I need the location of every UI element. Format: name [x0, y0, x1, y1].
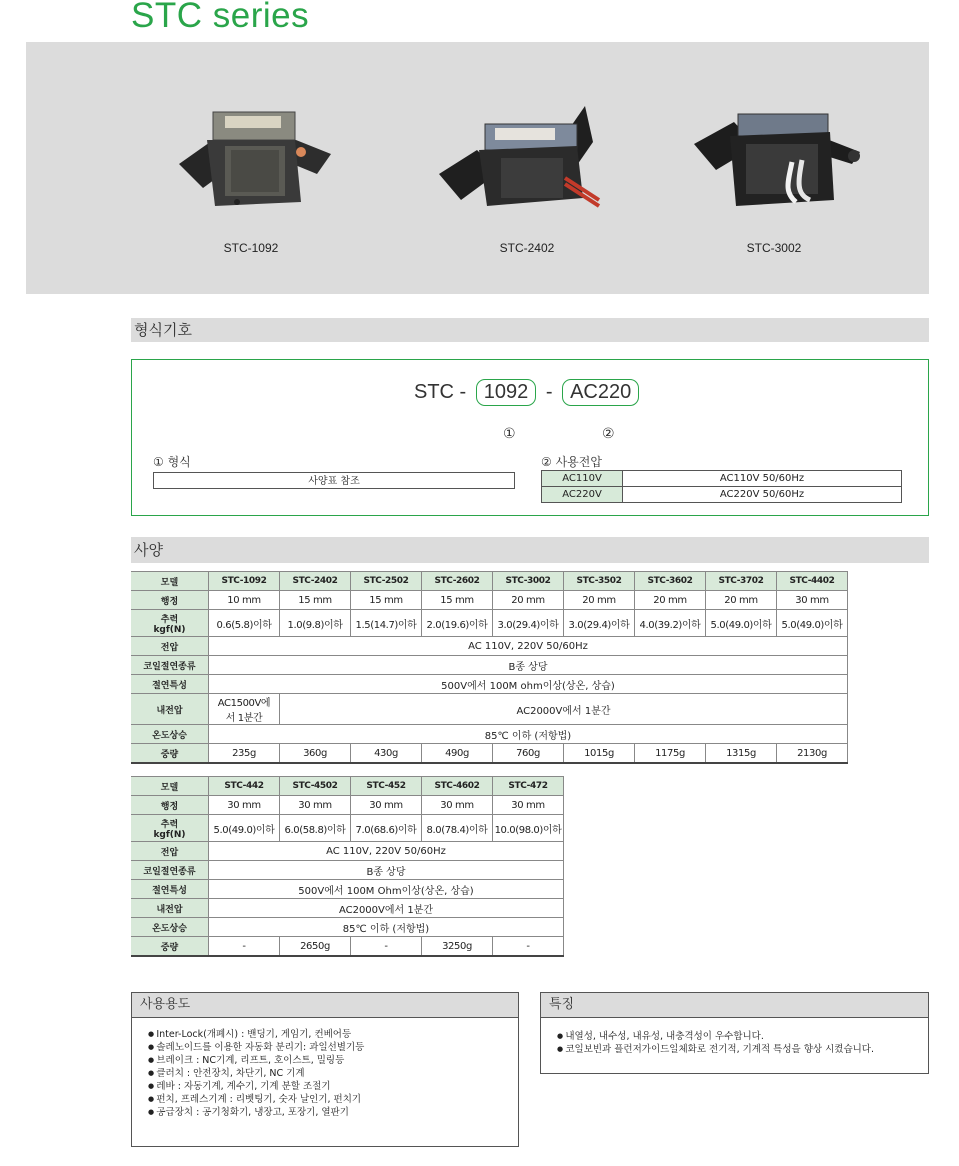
row-header-force: 추력 kgf(N): [131, 815, 209, 842]
insulation-cell: 500V에서 100M Ohm이상(상온, 상습): [209, 880, 564, 899]
row-header-temperature: 온도상승: [131, 918, 209, 937]
model-cell: STC-2602: [422, 572, 493, 591]
code-dash: -: [545, 381, 553, 403]
code-part-type: 1092: [476, 379, 537, 406]
model-cell: STC-2402: [280, 572, 351, 591]
stroke-cell: 30 mm: [422, 796, 493, 815]
voltage-code: AC110V: [542, 471, 623, 487]
usage-item: ● 클러치 : 안전장치, 차단기, NC 기계: [148, 1067, 518, 1080]
row-header-model: 모델: [131, 777, 209, 796]
spec-row: [131, 861, 564, 880]
coil-cell: B종 상당: [209, 656, 848, 675]
weight-cell: 2130g: [777, 744, 848, 764]
model-cell: STC-3602: [635, 572, 706, 591]
row-header-temperature: 온도상승: [131, 725, 209, 744]
stroke-cell: 30 mm: [280, 796, 351, 815]
spec-row: [131, 842, 564, 861]
features-box: [540, 992, 929, 1074]
spec-row: [131, 610, 848, 637]
stroke-cell: 20 mm: [706, 591, 777, 610]
solenoid-image: [664, 102, 884, 212]
voltage-label: ② 사용전압: [541, 455, 602, 469]
features-item: ● 코일보빈과 플런저가이드일체화로 전기적, 기계적 특성을 향상 시켰습니다.: [557, 1043, 928, 1056]
row-header-stroke: 행정: [131, 796, 209, 815]
page-title: STC series: [131, 0, 310, 35]
row-header-voltage: 전압: [131, 842, 209, 861]
spec-row: [131, 572, 848, 591]
usage-item: ● Inter-Lock(개폐시) : 밴딩기, 게임기, 컨베어등: [148, 1028, 518, 1041]
usage-box: [131, 992, 519, 1147]
withstand-cell: AC2000V에서 1분간: [209, 899, 564, 918]
usage-item: ● 레바 : 자동기계, 계수기, 기계 분할 조절기: [148, 1080, 518, 1093]
weight-cell: 760g: [493, 744, 564, 764]
row-header-coil: 코일절연종류: [131, 861, 209, 880]
spec-row: [131, 796, 564, 815]
spec-table-1: [131, 571, 848, 764]
force-cell: 5.0(49.0)이하: [706, 610, 777, 637]
model-cell: STC-442: [209, 777, 280, 796]
force-cell: 5.0(49.0)이하: [777, 610, 848, 637]
voltage-code: AC220V: [542, 487, 623, 503]
solenoid-image: [417, 102, 637, 212]
spec-row: [131, 899, 564, 918]
features-item: ● 내열성, 내수성, 내유성, 내충격성이 우수합니다.: [557, 1030, 928, 1043]
spec-row: [131, 744, 848, 764]
stroke-cell: 20 mm: [564, 591, 635, 610]
weight-cell: 490g: [422, 744, 493, 764]
spec-row: [131, 675, 848, 694]
force-cell: 8.0(78.4)이하: [422, 815, 493, 842]
stroke-cell: 30 mm: [209, 796, 280, 815]
stroke-cell: 15 mm: [351, 591, 422, 610]
row-header-voltage: 전압: [131, 637, 209, 656]
model-cell: STC-2502: [351, 572, 422, 591]
stroke-cell: 15 mm: [280, 591, 351, 610]
stroke-cell: 20 mm: [635, 591, 706, 610]
type-label: ① 형식: [153, 455, 191, 469]
model-code-box: [131, 359, 929, 516]
row-header-insulation: 절연특성: [131, 880, 209, 899]
stroke-cell: 10 mm: [209, 591, 280, 610]
model-cell: STC-452: [351, 777, 422, 796]
force-cell: 2.0(19.6)이하: [422, 610, 493, 637]
code-number-2: ②: [602, 426, 615, 442]
row-header-stroke: 행정: [131, 591, 209, 610]
spec-row: [131, 777, 564, 796]
model-cell: STC-1092: [209, 572, 280, 591]
product-name: STC-1092: [223, 241, 279, 255]
stroke-cell: 15 mm: [422, 591, 493, 610]
spec-row: [131, 637, 848, 656]
model-cell: STC-4602: [422, 777, 493, 796]
voltage-table: [541, 470, 902, 503]
force-cell: 1.0(9.8)이하: [280, 610, 351, 637]
spec-row: [131, 656, 848, 675]
coil-cell: B종 상당: [209, 861, 564, 880]
weight-cell: 2650g: [280, 937, 351, 957]
model-code-heading: 형식기호: [131, 318, 929, 342]
product-photo-panel: [26, 42, 929, 294]
voltage-row: [542, 487, 902, 503]
temperature-cell: 85℃ 이하 (저항법): [209, 725, 848, 744]
model-cell: STC-4502: [280, 777, 351, 796]
weight-cell: 3250g: [422, 937, 493, 957]
spec-row: [131, 725, 848, 744]
temperature-cell: 85℃ 이하 (저항법): [209, 918, 564, 937]
insulation-cell: 500V에서 100M ohm이상(상온, 상습): [209, 675, 848, 694]
row-header-withstand: 내전압: [131, 694, 209, 725]
model-cell: STC-3002: [493, 572, 564, 591]
stroke-cell: 30 mm: [351, 796, 422, 815]
type-reference: 사양표 참조: [153, 472, 515, 489]
product-card: [141, 42, 361, 294]
weight-cell: 360g: [280, 744, 351, 764]
weight-cell: 430g: [351, 744, 422, 764]
model-code-formula: [414, 379, 643, 406]
usage-item: ● 솔레노이드를 이용한 자동화 분리기: 과일선별기등: [148, 1041, 518, 1054]
voltage-row: [542, 471, 902, 487]
voltage-desc: AC110V 50/60Hz: [623, 471, 902, 487]
force-cell: 6.0(58.8)이하: [280, 815, 351, 842]
force-cell: 3.0(29.4)이하: [493, 610, 564, 637]
weight-cell: 1015g: [564, 744, 635, 764]
spec-row: [131, 591, 848, 610]
code-number-1: ①: [503, 426, 516, 442]
usage-item: ● 펀치, 프레스기계 : 리벳팅기, 숫자 날인기, 펀치기: [148, 1093, 518, 1106]
row-header-withstand: 내전압: [131, 899, 209, 918]
row-header-model: 모델: [131, 572, 209, 591]
usage-item: ● 브레이크 : NC기계, 리프트, 호이스트, 밀링등: [148, 1054, 518, 1067]
row-header-insulation: 절연특성: [131, 675, 209, 694]
product-name: STC-3002: [746, 241, 802, 255]
spec-table-2: [131, 776, 564, 957]
force-cell: 5.0(49.0)이하: [209, 815, 280, 842]
force-cell: 3.0(29.4)이하: [564, 610, 635, 637]
weight-cell: 1315g: [706, 744, 777, 764]
row-header-force: 추력 kgf(N): [131, 610, 209, 637]
force-cell: 7.0(68.6)이하: [351, 815, 422, 842]
model-cell: STC-3502: [564, 572, 635, 591]
stroke-cell: 20 mm: [493, 591, 564, 610]
voltage-cell: AC 110V, 220V 50/60Hz: [209, 637, 848, 656]
force-cell: 10.0(98.0)이하: [493, 815, 564, 842]
solenoid-image: [141, 102, 361, 212]
features-list: [541, 1018, 928, 1056]
code-part-voltage: AC220: [562, 379, 639, 406]
withstand-cell: AC2000V에서 1분간: [280, 694, 848, 725]
usage-title: 사용용도: [132, 993, 518, 1018]
weight-cell: 1175g: [635, 744, 706, 764]
row-header-coil: 코일절연종류: [131, 656, 209, 675]
row-header-weight: 중량: [131, 937, 209, 957]
code-prefix: STC -: [414, 381, 467, 403]
spec-row: [131, 880, 564, 899]
weight-cell: 235g: [209, 744, 280, 764]
voltage-desc: AC220V 50/60Hz: [623, 487, 902, 503]
product-card: [664, 42, 884, 294]
model-cell: STC-3702: [706, 572, 777, 591]
force-cell: 0.6(5.8)이하: [209, 610, 280, 637]
spec-row: [131, 937, 564, 957]
spec-row: [131, 694, 848, 725]
withstand-cell: AC1500V에 서 1분간: [209, 694, 280, 725]
spec-heading: 사양: [131, 537, 929, 563]
model-cell: STC-472: [493, 777, 564, 796]
stroke-cell: 30 mm: [493, 796, 564, 815]
product-name: STC-2402: [499, 241, 555, 255]
weight-cell: -: [209, 937, 280, 957]
stroke-cell: 30 mm: [777, 591, 848, 610]
features-title: 특징: [541, 993, 928, 1018]
usage-list: [132, 1018, 518, 1119]
model-cell: STC-4402: [777, 572, 848, 591]
usage-item: ● 공급장치 : 공기청화기, 냉장고, 포장기, 열판기: [148, 1106, 518, 1119]
row-header-weight: 중량: [131, 744, 209, 764]
product-card: [417, 42, 637, 294]
weight-cell: -: [493, 937, 564, 957]
force-cell: 1.5(14.7)이하: [351, 610, 422, 637]
voltage-cell: AC 110V, 220V 50/60Hz: [209, 842, 564, 861]
spec-row: [131, 815, 564, 842]
spec-row: [131, 918, 564, 937]
weight-cell: -: [351, 937, 422, 957]
force-cell: 4.0(39.2)이하: [635, 610, 706, 637]
